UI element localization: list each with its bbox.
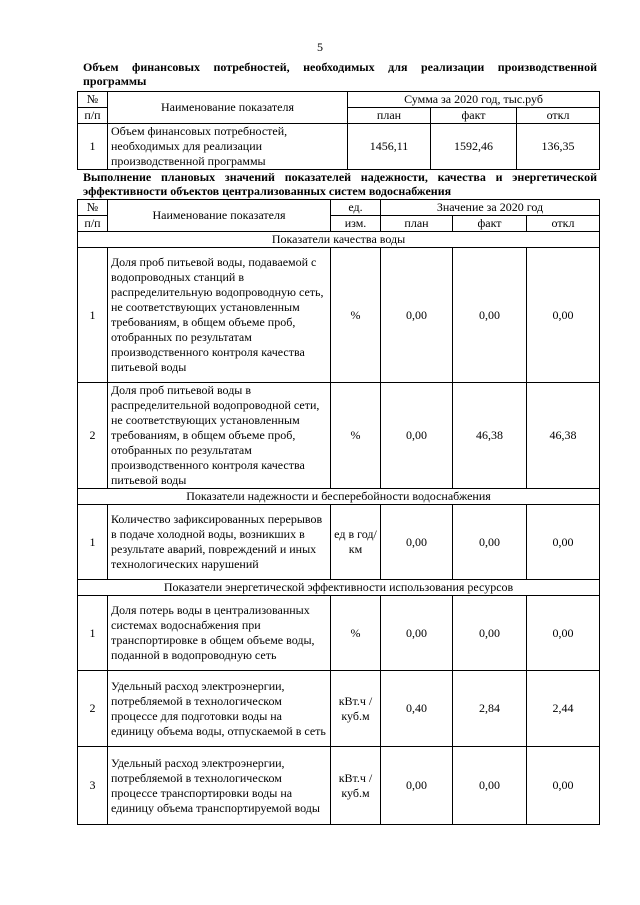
row-dev: 0,00 <box>527 596 600 671</box>
row-unit: % <box>331 383 381 489</box>
row-dev: 0,00 <box>527 248 600 383</box>
col-unit-label: изм. <box>331 216 381 232</box>
row-num: 1 <box>78 248 108 383</box>
row-plan: 0,00 <box>381 248 453 383</box>
heading-financial-needs: Объем финансовых потребностей, необходимых для реализации производственной программы <box>83 60 597 88</box>
row-dev: 0,00 <box>527 747 600 825</box>
indicators-table <box>77 199 600 825</box>
table-row <box>78 505 600 580</box>
row-unit: кВт.ч / куб.м <box>331 747 381 825</box>
row-unit: ед в год/ км <box>331 505 381 580</box>
row-fact: 0,00 <box>453 747 527 825</box>
row-dev: 2,44 <box>527 671 600 747</box>
table-row <box>78 124 600 170</box>
row-dev: 46,38 <box>527 383 600 489</box>
row-dev: 0,00 <box>527 505 600 580</box>
table-row <box>78 747 600 825</box>
table-header-row <box>78 200 600 216</box>
row-fact: 0,00 <box>453 248 527 383</box>
row-plan: 0,00 <box>381 505 453 580</box>
row-plan: 1456,11 <box>348 124 431 170</box>
page-number: 5 <box>317 40 323 54</box>
col-name-header: Наименование показателя <box>108 92 348 124</box>
row-name: Доля проб питьевой воды, подаваемой с водопроводных станций в распределительную водопроводную сеть, не соответствующих установленным требованиям, в общем объеме проб, отобранных по результатам производственного контроля качества питьевой воды <box>108 248 331 383</box>
heading-indicators: Выполнение плановых значений показателей надежности, качества и энергетической эффективности объектов централизованных систем водоснабжения <box>83 170 597 198</box>
section-title: Показатели надежности и бесперебойности водоснабжения <box>78 489 600 505</box>
table-row <box>78 383 600 489</box>
col-fact-header: факт <box>431 108 517 124</box>
row-name: Удельный расход электроэнергии, потребляемой в технологическом процессе для подготовки воды на единицу объема воды, отпускаемой в сеть <box>108 671 331 747</box>
col-fact-header: факт <box>453 216 527 232</box>
row-name: Удельный расход электроэнергии, потребляемой в технологическом процессе транспортировки воды на единицу объема транспортируемой воды <box>108 747 331 825</box>
section-title: Показатели качества воды <box>78 232 600 248</box>
table-row <box>78 671 600 747</box>
row-name: Доля потерь воды в централизованных системах водоснабжения при транспортировке в общем объеме воды, поданной в водопроводную сеть <box>108 596 331 671</box>
row-name: Объем финансовых потребностей, необходимых для реализации производственной программы <box>108 124 348 170</box>
section-row <box>78 489 600 505</box>
section-title: Показатели энергетической эффективности использования ресурсов <box>78 580 600 596</box>
row-dev: 136,35 <box>517 124 600 170</box>
row-unit: кВт.ч / куб.м <box>331 671 381 747</box>
col-plan-header: план <box>381 216 453 232</box>
table-row <box>78 596 600 671</box>
row-num: 1 <box>78 124 108 170</box>
col-num-label: п/п <box>78 216 108 232</box>
row-fact: 46,38 <box>453 383 527 489</box>
row-plan: 0,00 <box>381 383 453 489</box>
row-unit: % <box>331 248 381 383</box>
row-num: 2 <box>78 383 108 489</box>
row-plan: 0,00 <box>381 747 453 825</box>
section-row <box>78 232 600 248</box>
row-fact: 2,84 <box>453 671 527 747</box>
row-fact: 0,00 <box>453 505 527 580</box>
row-fact: 0,00 <box>453 596 527 671</box>
row-name: Доля проб питьевой воды в распределительной водопроводной сети, не соответствующих установленным требованиям, в общем объеме проб, отобранных по результатам производственного контроля качества питьевой воды <box>108 383 331 489</box>
col-num-label: № <box>78 92 108 108</box>
col-dev-header: откл <box>517 108 600 124</box>
row-num: 1 <box>78 596 108 671</box>
col-num-label: № <box>78 200 108 216</box>
col-num-label: п/п <box>78 108 108 124</box>
row-num: 2 <box>78 671 108 747</box>
table-header-row <box>78 92 600 108</box>
financial-needs-table <box>77 91 600 170</box>
row-unit: % <box>331 596 381 671</box>
row-num: 3 <box>78 747 108 825</box>
row-plan: 0,40 <box>381 671 453 747</box>
table-row <box>78 248 600 383</box>
row-name: Количество зафиксированных перерывов в подаче холодной воды, возникших в результате аварий, повреждений и иных технологических нарушений <box>108 505 331 580</box>
row-fact: 1592,46 <box>431 124 517 170</box>
col-plan-header: план <box>348 108 431 124</box>
row-num: 1 <box>78 505 108 580</box>
col-name-header: Наименование показателя <box>108 200 331 232</box>
row-plan: 0,00 <box>381 596 453 671</box>
section-row <box>78 580 600 596</box>
col-unit-label: ед. <box>331 200 381 216</box>
col-dev-header: откл <box>527 216 600 232</box>
col-sum-header: Сумма за 2020 год, тыс.руб <box>348 92 600 108</box>
col-value-header: Значение за 2020 год <box>381 200 600 216</box>
